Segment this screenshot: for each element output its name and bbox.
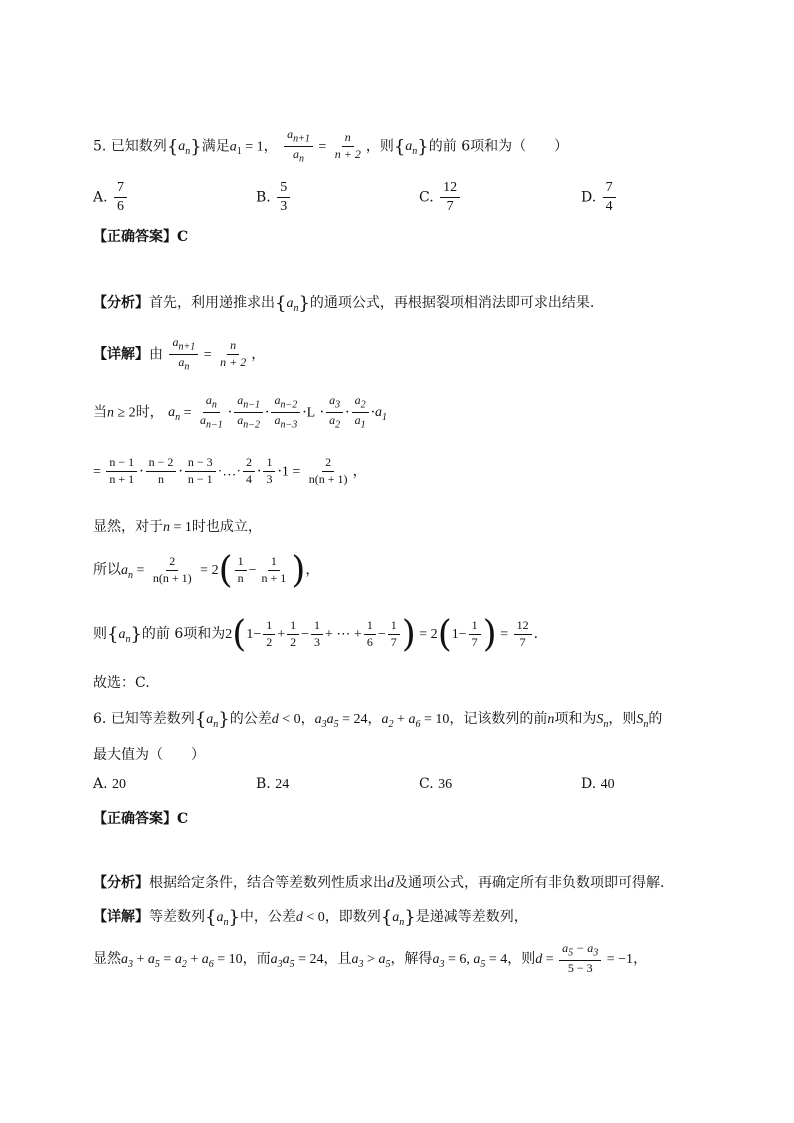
q6-analysis: 【分析】根据给定条件，结合等差数列性质求出d及通项公式，再确定所有非负数项即可得解.	[93, 875, 665, 891]
q5-option-c: C. $\frac{12}{7}$	[419, 180, 462, 215]
q6-option-c: C. 36	[419, 776, 453, 792]
q6-option-d: D. 40	[581, 776, 615, 792]
q6-number: 6.	[93, 711, 107, 727]
q5-answer: 【正确答案】C	[93, 229, 189, 245]
q5-detail-sum: 则$\{a_n\}$的前 6项和为2(1− $\frac{1}{2}$ + $\frac{1}{2}$ − $\frac{1}{3}$ + ⋯ + $\frac{1}{6}$ − $\frac{1}{7}$ ) = 2(1− $\frac{1}{7}$ ) = $\frac{12}{7}$ .	[93, 614, 539, 655]
q5-detail-intro: 【详解】由 $\frac{a_{n+1}}{a_n}$ = $\frac{n}{n + 2}$ ，	[93, 335, 266, 373]
q5-number: 5.	[93, 138, 107, 155]
q5-option-b: B. $\frac{5}{3}$	[256, 180, 292, 215]
q5-detail-general-term: 所以$a_n$ = $\frac{2}{n(n + 1)}$ = 2( $\frac{1}{n}$ − $\frac{1}{n + 1}$ )，	[93, 550, 320, 591]
q6-stem: 6. 已知等差数列$\{a_n\}$的公差d < 0，$a_3a_5 = 24$，$a_2 + a_6 = 10$，记该数列的前n项和为$S_n$，则$S_n$的	[93, 709, 663, 730]
q6-stem-line2: 最大值为（ ）	[93, 747, 205, 763]
q5-analysis: 【分析】首先，利用递推求出$\{a_n\}$的通项公式，再根据裂项相消法即可求出结果.	[93, 293, 595, 314]
q6-detail-solve: 显然$a_3 + a_5 = a_2 + a_6 = 10$，而$a_3a_5 = 24$，且$a_3 > a_5$，解得$a_3 = 6$, $a_5 = 4$，则d = $\frac{a_5 - a_3}{5 - 3}$ = −1，	[93, 941, 648, 975]
q5-option-d: D. $\frac{7}{4}$	[581, 180, 618, 215]
q5-choice: 故选：C.	[93, 675, 150, 691]
q6-option-a: A. 20	[93, 776, 127, 792]
q5-detail-obviously: 显然，对于n = 1时也成立，	[93, 519, 262, 535]
q5-recurrence: $\frac{a_{n+1}}{a_n}$	[284, 128, 313, 165]
q5-option-a: A. $\frac{7}{6}$	[93, 180, 129, 215]
q5-stem: 5. 已知数列$\{a_n\}$满足$a_1 = 1$， $\frac{a_{n+1}}{a_n}$ = $\frac{n}{n + 2}$ ，则$\{a_n\}$的前 6项和为（ ）	[93, 127, 569, 165]
q6-answer: 【正确答案】C	[93, 811, 189, 827]
q5-detail-product: 当n ≥ 2时， $a_n$ = $\frac{a_n}{a_{n-1}}$ · $\frac{a_{n-1}}{a_{n-2}}$ · $\frac{a_{n-2}}{a_{n-3}}$ ·L · $\frac{a_3}{a_2}$ · $\frac{a_2}{a_1}$ $\cdot a_1$	[93, 393, 388, 431]
q6-detail-intro: 【详解】等差数列$\{a_n\}$中，公差d < 0，即数列$\{a_n\}$是递减等差数列，	[93, 907, 528, 928]
q6-option-b: B. 24	[256, 776, 290, 792]
q5-detail-telescoping: = $\frac{n - 1}{n + 1}$ · $\frac{n - 2}{n}$ · $\frac{n - 3}{n - 1}$ ·…· $\frac{2}{4}$ · $\frac{1}{3}$ ·1 = $\frac{2}{n(n + 1)}$ ，	[93, 455, 367, 486]
